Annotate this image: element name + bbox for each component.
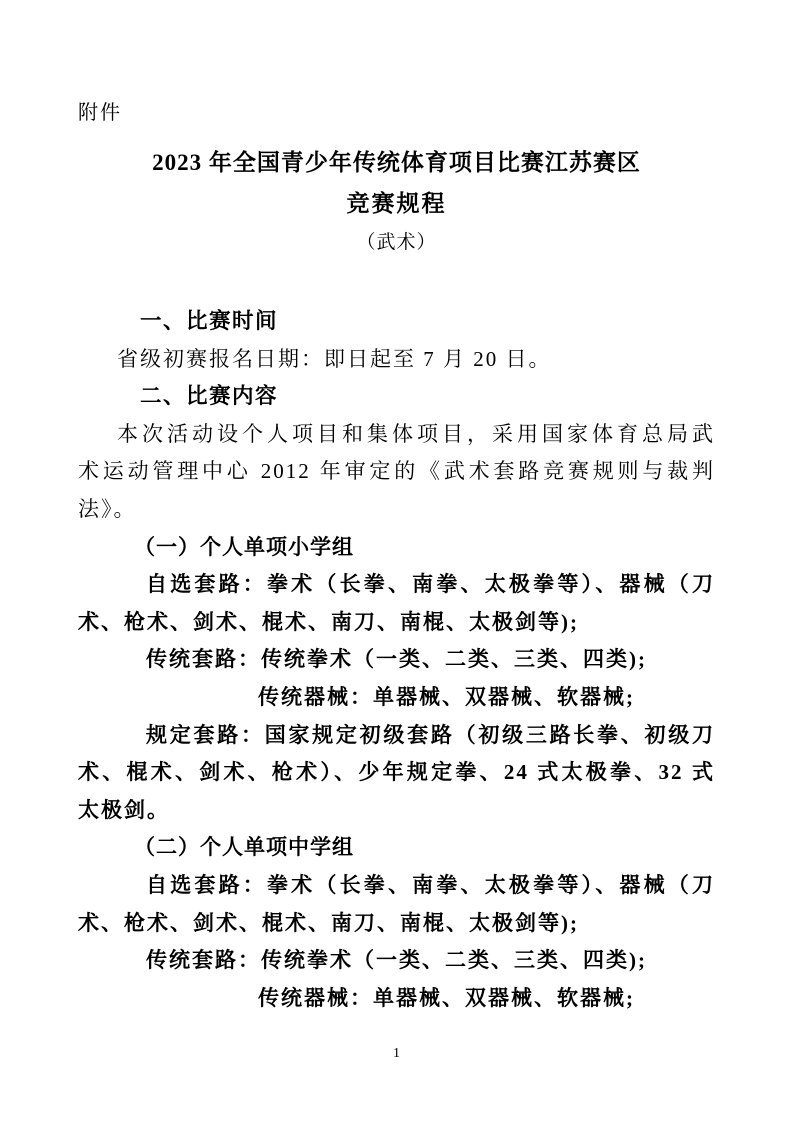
- doc-line: 法》。: [78, 496, 137, 521]
- doc-line: 传统器械：单器械、双器械、软器械;: [258, 684, 635, 709]
- doc-line: 自选套路：拳术（长拳、南拳、太极拳等）、器械（刀: [146, 572, 715, 597]
- doc-line: 太极剑。: [78, 797, 170, 822]
- doc-line: 传统器械：单器械、双器械、软器械;: [258, 985, 635, 1010]
- doc-line: 传统套路：传统拳术（一类、二类、三类、四类);: [146, 948, 647, 973]
- doc-line: 自选套路：拳术（长拳、南拳、太极拳等）、器械（刀: [146, 872, 715, 897]
- doc-line: 术、棍术、剑术、枪术）、少年规定拳、24 式太极拳、32 式: [78, 760, 715, 785]
- document-body: [78, 303, 715, 1017]
- doc-line: 传统套路：传统拳术（一类、二类、三类、四类);: [146, 647, 647, 672]
- doc-line: 术运动管理中心 2012 年审定的《武术套路竞赛规则与裁判: [78, 459, 715, 484]
- attachment-label: 附件: [78, 102, 122, 124]
- doc-line: 规定套路：国家规定初级套路（初级三路长拳、初级刀: [146, 722, 715, 747]
- doc-line: 术、枪术、剑术、棍术、南刀、南棍、太极剑等);: [78, 609, 579, 634]
- page-number: 1: [393, 1046, 400, 1061]
- doc-line: 省级初赛报名日期：即日起至 7 月 20 日。: [117, 346, 552, 371]
- document-title-line2: 竞赛规程: [346, 191, 447, 216]
- doc-line: 一、比赛时间: [140, 309, 279, 333]
- doc-line: （二）个人单项中学组: [134, 835, 354, 860]
- doc-line: （一）个人单项小学组: [134, 534, 354, 559]
- doc-line: 术、枪术、剑术、棍术、南刀、南棍、太极剑等);: [78, 910, 579, 935]
- doc-line: 本次活动设个人项目和集体项目，采用国家体育总局武: [117, 421, 715, 446]
- doc-line: 二、比赛内容: [140, 384, 279, 409]
- document-title-line1: 2023 年全国青少年传统体育项目比赛江苏赛区: [152, 150, 641, 175]
- document-subtitle: （武术）: [356, 232, 437, 253]
